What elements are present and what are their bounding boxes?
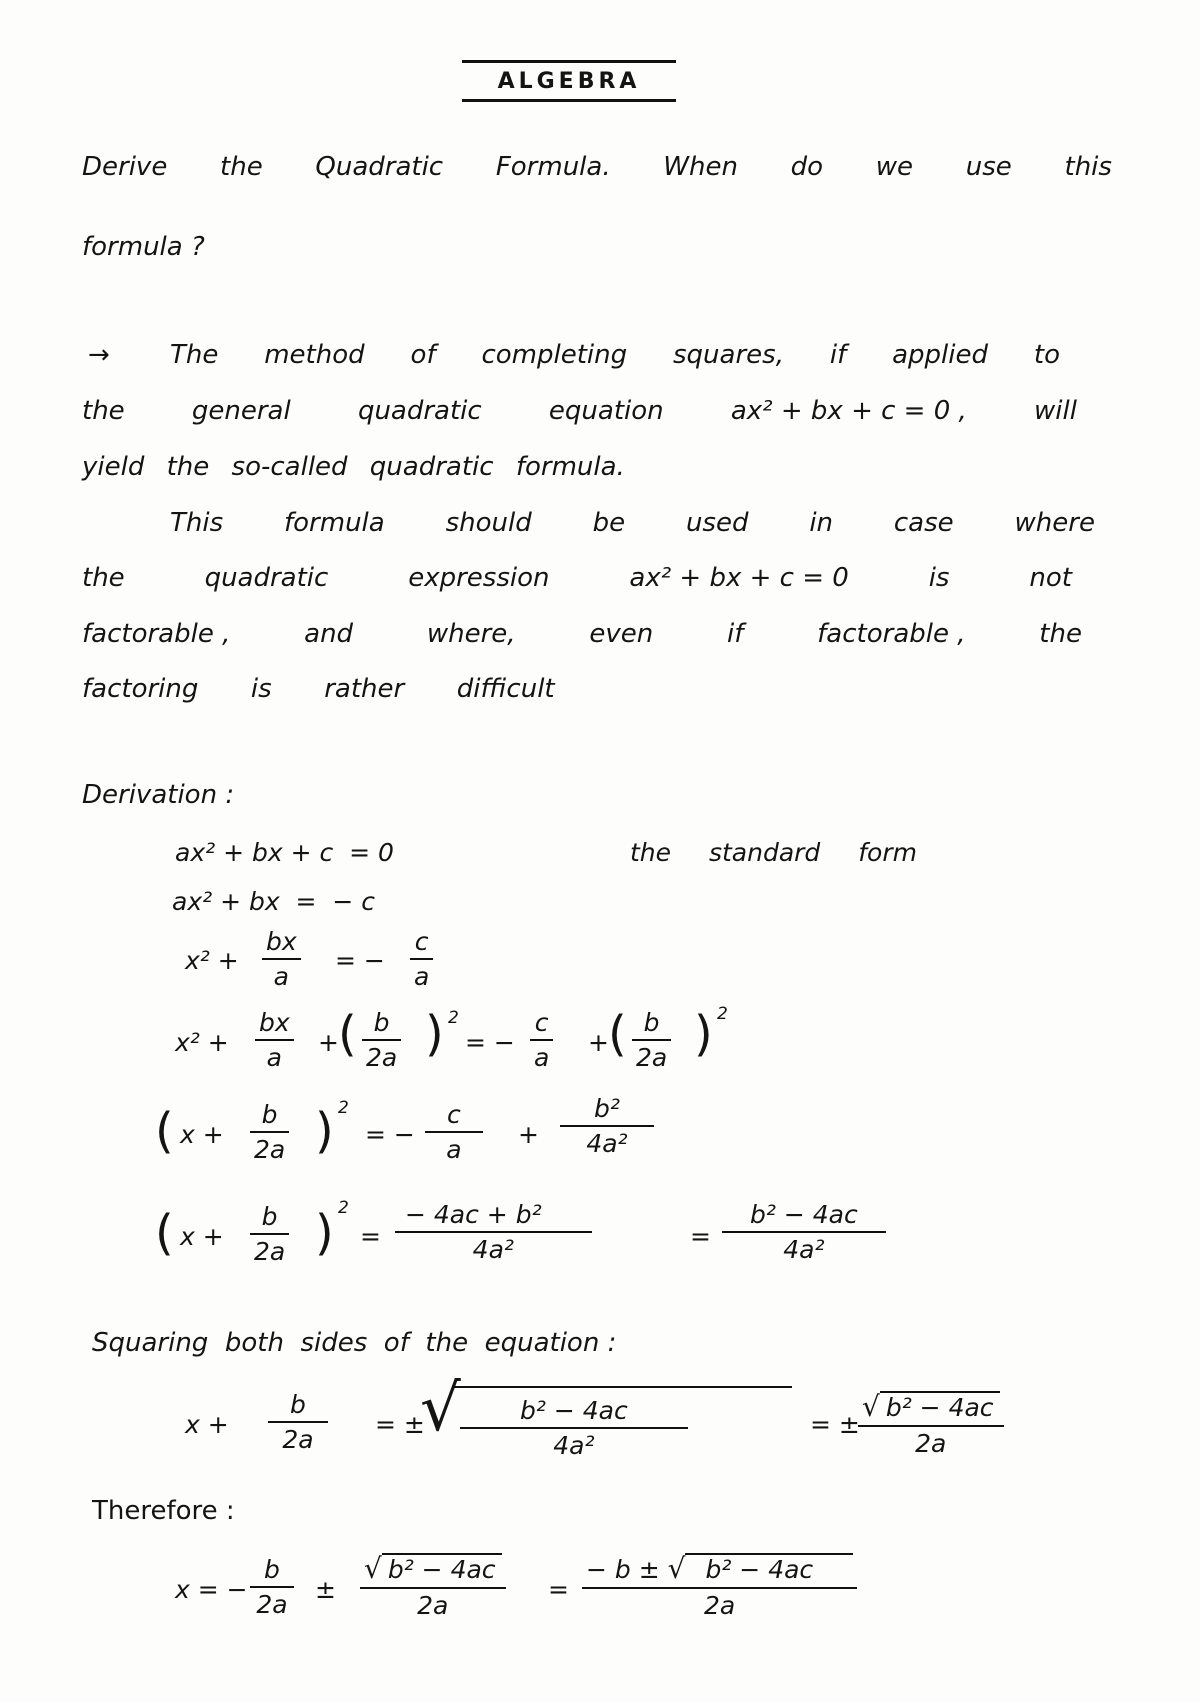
fraction-bx-over-a: $\frac{bx}{a}$: [262, 927, 301, 991]
arrow-bullet-icon: →: [88, 340, 110, 370]
x-plus: x +: [180, 1222, 224, 1251]
equals-plus-minus: = ±: [375, 1410, 425, 1439]
answer-line-4: [170, 508, 1095, 538]
word: When: [663, 152, 738, 182]
fraction-c-over-a: $\frac{c}{a}$: [425, 1100, 483, 1164]
fraction-b-over-2a: $\frac{b}{2a}$: [250, 1555, 294, 1619]
word: method: [264, 340, 365, 370]
right-paren: ): [694, 1006, 713, 1062]
word: use: [965, 152, 1012, 182]
quadratic-formula-result: $\frac{\text{− b ± √ b² − 4ac}}{2a}$: [582, 1552, 857, 1620]
question-line-2: formula ?: [82, 232, 205, 262]
word: do: [790, 152, 824, 182]
standard-form-note: the standard form: [630, 838, 917, 867]
word: expression: [408, 563, 550, 593]
equals-sign: =: [360, 1222, 381, 1251]
page-title: ALGEBRA: [462, 60, 676, 102]
word: quadratic: [357, 396, 482, 426]
right-paren: ): [425, 1006, 444, 1062]
derivation-heading: Derivation :: [82, 780, 235, 810]
word: where: [1014, 508, 1095, 538]
fraction-b-over-2a: $\frac{b}{2a}$: [362, 1008, 401, 1072]
word: the: [1039, 619, 1082, 649]
word: where,: [426, 619, 516, 649]
right-paren: ): [315, 1103, 334, 1159]
word: The: [170, 340, 219, 370]
word: ax² + bx + c = 0: [629, 563, 849, 593]
fraction-c-over-a: $\frac{c}{a}$: [410, 927, 433, 991]
answer-line-3: yield the so-called quadratic formula.: [82, 452, 625, 482]
x-plus: x +: [185, 1410, 229, 1439]
word: completing: [481, 340, 628, 370]
word: be: [592, 508, 626, 538]
square-root-icon: √: [420, 1372, 461, 1446]
word: will: [1034, 396, 1077, 426]
word: in: [809, 508, 834, 538]
fraction-b2-minus-4ac-over-4a2: $\frac{\text{b² − 4ac}}{\text{4a²}}$: [460, 1396, 688, 1460]
word: factorable ,: [82, 619, 231, 649]
word: the: [220, 152, 263, 182]
fraction-b-over-2a: $\frac{b}{2a}$: [250, 1202, 289, 1266]
equals-minus: = −: [465, 1028, 515, 1057]
equals-sign: =: [690, 1222, 711, 1251]
fraction-root-over-2a: $\frac{\text{√ b² − 4ac}}{2a}$: [858, 1390, 1004, 1458]
equals-plus-minus: = ±: [810, 1410, 860, 1439]
word: of: [410, 340, 436, 370]
fraction-b-over-2a: $\frac{b}{2a}$: [632, 1008, 671, 1072]
word: this: [1064, 152, 1112, 182]
fraction-b2-over-4a2: $\frac{\text{b²}}{\text{4a²}}$: [560, 1094, 654, 1158]
word: used: [685, 508, 749, 538]
equation-standard-form: ax² + bx + c = 0: [175, 838, 394, 867]
fraction-bx-over-a: $\frac{bx}{a}$: [255, 1008, 294, 1072]
answer-line-2: [82, 396, 1077, 426]
word: applied: [892, 340, 988, 370]
plus-sign: +: [588, 1028, 609, 1057]
plus-sign: +: [518, 1120, 539, 1149]
answer-line-7: factoring is rather difficult: [82, 674, 555, 704]
plus-minus: ±: [315, 1575, 336, 1604]
left-paren: (: [338, 1006, 357, 1062]
equation-step-3-lhs: x² +: [185, 946, 239, 975]
x-equals-minus: x = −: [175, 1575, 248, 1604]
word: case: [893, 508, 954, 538]
right-paren: ): [315, 1205, 334, 1261]
word: the: [82, 563, 125, 593]
word: to: [1033, 340, 1060, 370]
word: ax² + bx + c = 0 ,: [730, 396, 967, 426]
fraction-b-over-2a: $\frac{b}{2a}$: [268, 1390, 328, 1454]
equation-step-2: ax² + bx = − c: [172, 887, 376, 916]
word: if: [726, 619, 744, 649]
word: This: [170, 508, 224, 538]
word: formula: [284, 508, 385, 538]
fraction-root-over-2a: $\frac{\text{√ b² − 4ac}}{2a}$: [360, 1552, 506, 1620]
answer-line-5: [82, 563, 1072, 593]
exponent: 2: [448, 1008, 459, 1028]
word: Derive: [82, 152, 168, 182]
exponent: 2: [717, 1004, 728, 1024]
answer-line-6: [82, 619, 1082, 649]
answer-line-1: [170, 340, 1060, 370]
radical-overline: [452, 1386, 792, 1388]
word: quadratic: [204, 563, 329, 593]
word: we: [875, 152, 914, 182]
equation-step-4-lhs: x² +: [175, 1028, 229, 1057]
word: factorable ,: [817, 619, 966, 649]
equals-sign: =: [548, 1575, 569, 1604]
equals-minus: = −: [335, 946, 385, 975]
word: if: [829, 340, 847, 370]
exponent: 2: [338, 1098, 349, 1118]
question-line-1: [82, 152, 1112, 182]
word: is: [928, 563, 950, 593]
fraction-b2-minus-4ac: $\frac{\text{b² − 4ac}}{\text{4a²}}$: [722, 1200, 886, 1264]
word: Formula.: [495, 152, 611, 182]
word: general: [191, 396, 291, 426]
fraction-c-over-a: $\frac{c}{a}$: [530, 1008, 553, 1072]
squaring-heading: Squaring both sides of the equation :: [92, 1328, 617, 1358]
exponent: 2: [338, 1198, 349, 1218]
left-paren: (: [155, 1103, 174, 1159]
word: even: [589, 619, 654, 649]
fraction-minus-4ac-plus-b2: $\frac{\text{− 4ac + b²}}{\text{4a²}}$: [395, 1200, 592, 1264]
word: and: [304, 619, 354, 649]
fraction-b-over-2a: $\frac{b}{2a}$: [250, 1100, 289, 1164]
therefore-heading: Therefore :: [92, 1496, 235, 1526]
plus-sign: +: [318, 1028, 339, 1057]
word: should: [445, 508, 532, 538]
left-paren: (: [608, 1006, 627, 1062]
equals-minus: = −: [365, 1120, 415, 1149]
word: equation: [548, 396, 664, 426]
left-paren: (: [155, 1205, 174, 1261]
word: squares,: [673, 340, 784, 370]
word: not: [1029, 563, 1072, 593]
word: the: [82, 396, 125, 426]
word: Quadratic: [315, 152, 444, 182]
x-plus: x +: [180, 1120, 224, 1149]
